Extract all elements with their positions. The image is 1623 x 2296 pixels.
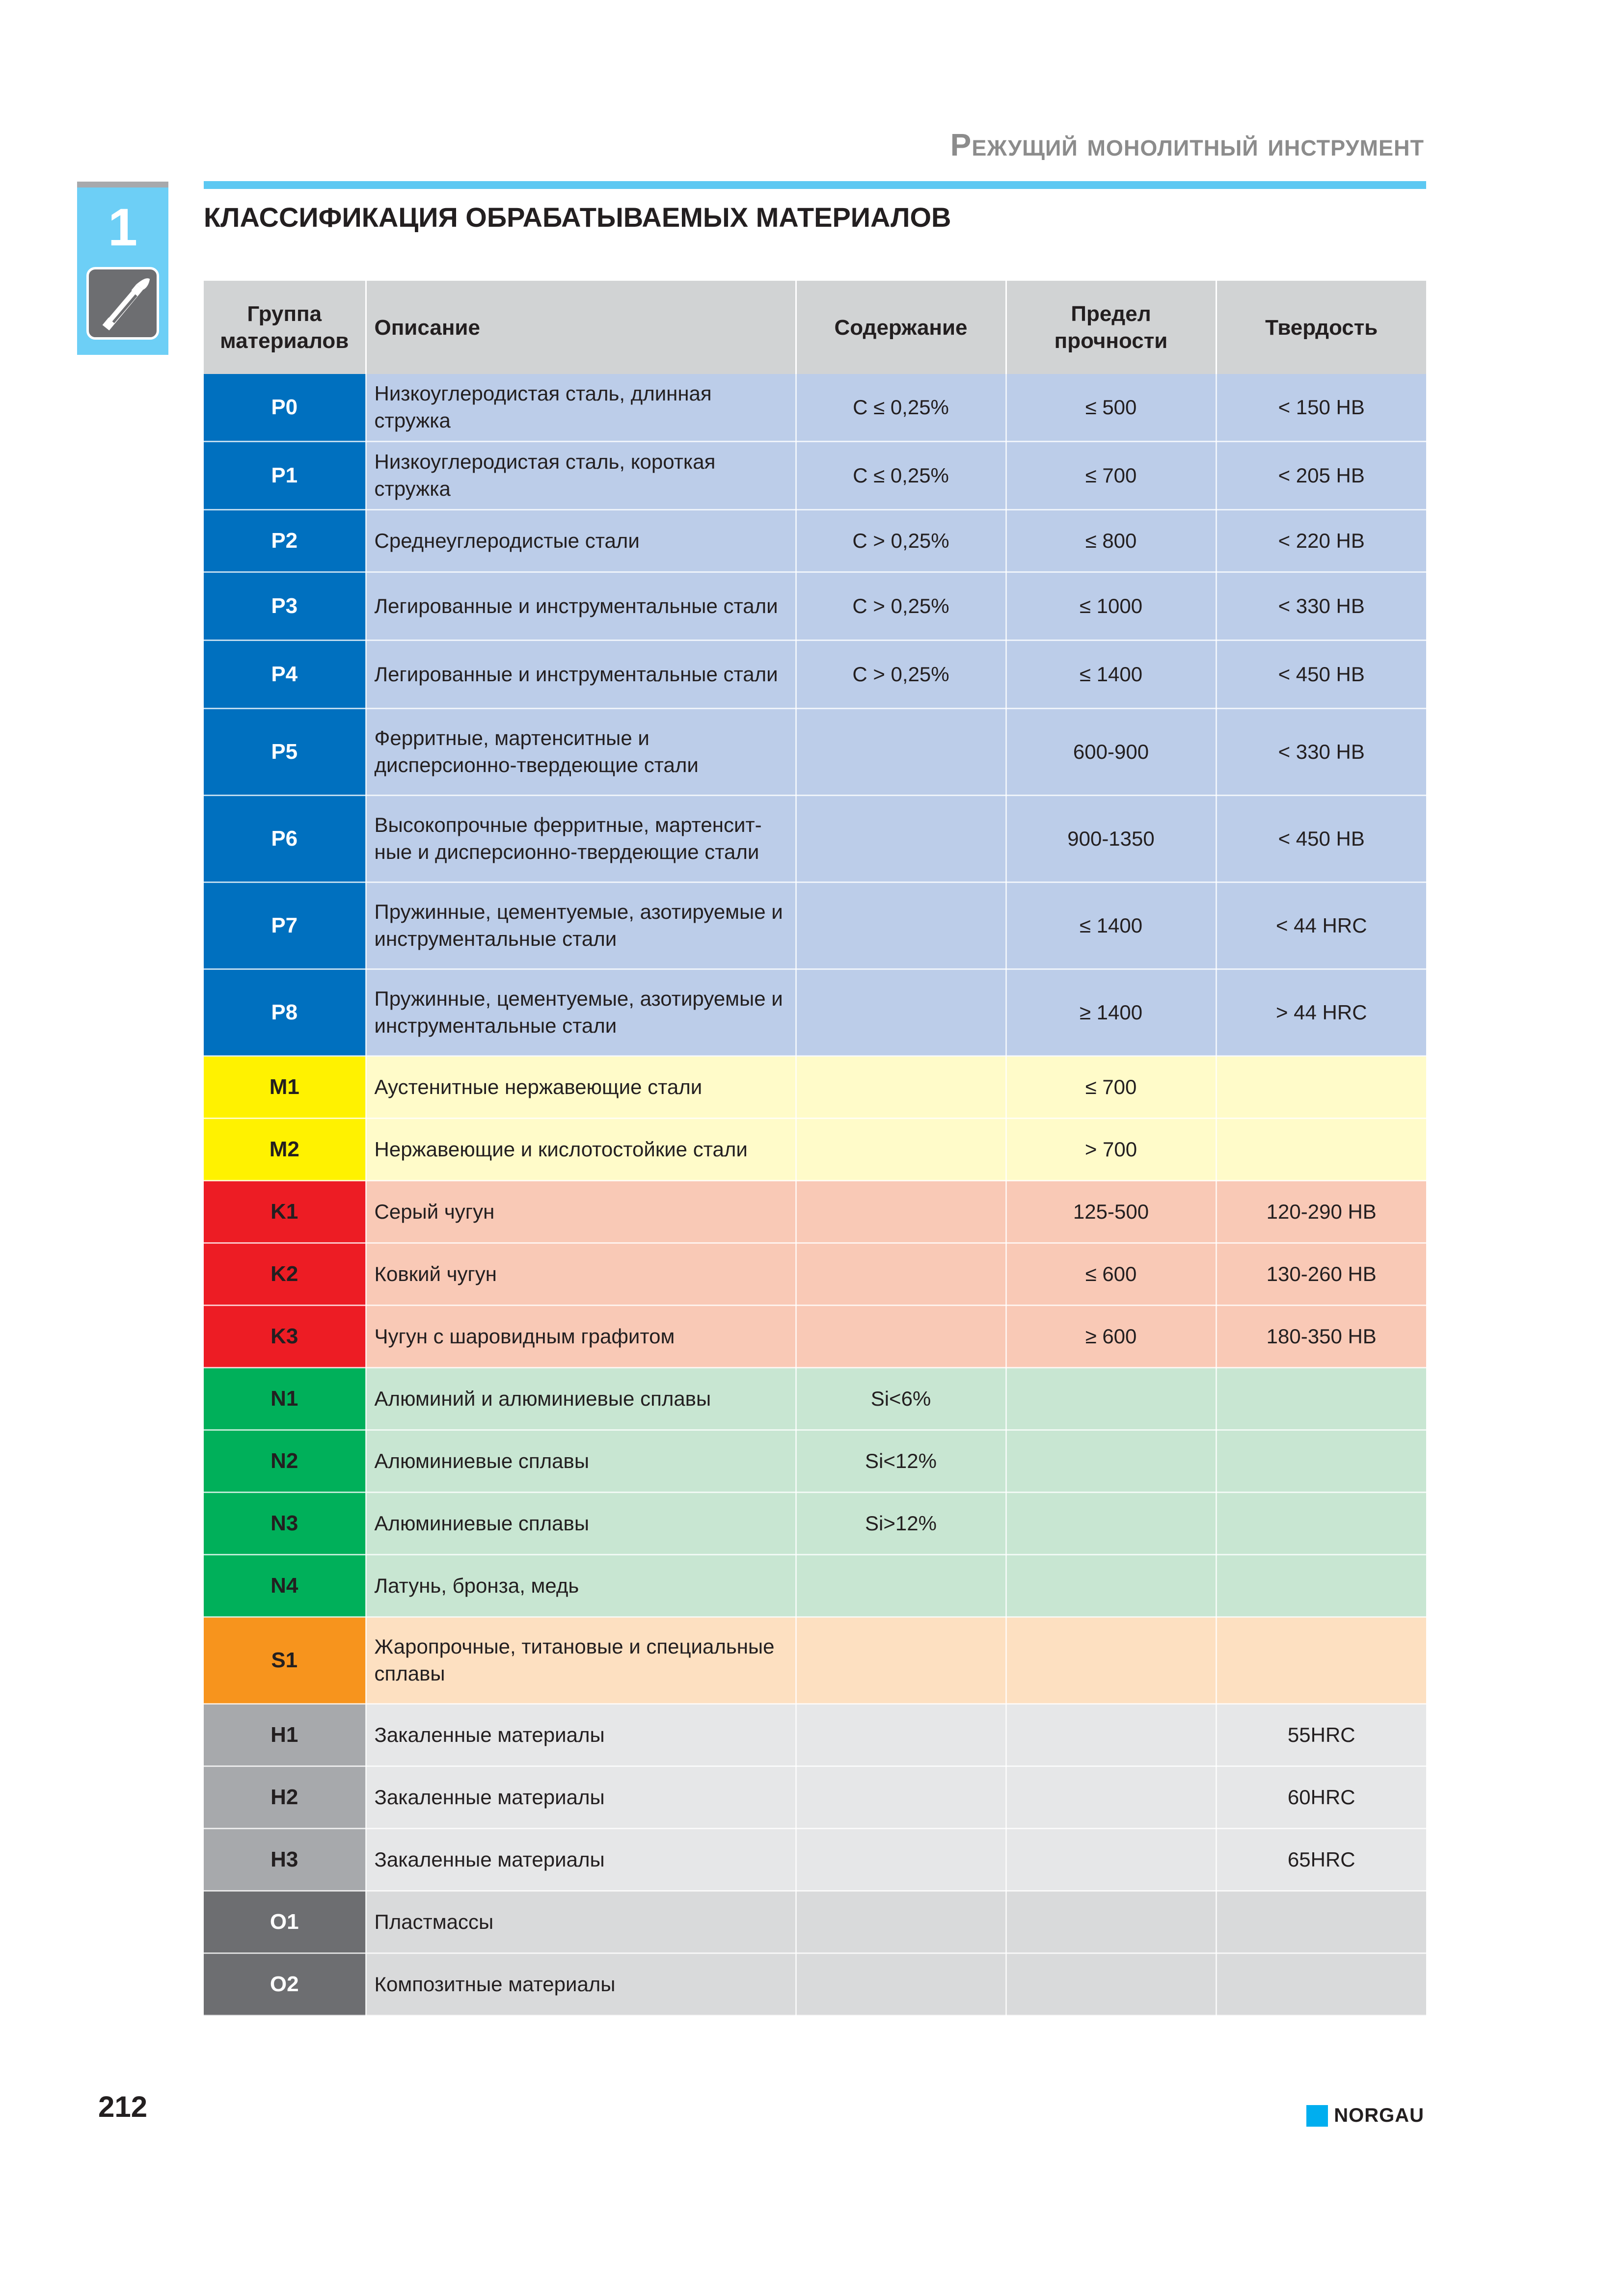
- material-strength: [1006, 1953, 1216, 2016]
- table-row: [204, 1243, 1426, 1306]
- material-hardness: [1216, 1430, 1426, 1493]
- material-content: [796, 796, 1006, 882]
- table-row: [204, 374, 1426, 442]
- brand-logo: [1306, 2105, 1424, 2127]
- material-content: [796, 709, 1006, 796]
- material-strength: 125-500: [1006, 1181, 1216, 1243]
- group-code: S1: [204, 1617, 366, 1704]
- group-code: P0: [204, 374, 366, 442]
- material-content: [796, 1306, 1006, 1368]
- header-content: Содержание: [796, 281, 1006, 374]
- material-description: Легированные и инструментальные стали: [366, 572, 796, 641]
- material-hardness: 180-350 HB: [1216, 1306, 1426, 1368]
- table-row: [204, 1181, 1426, 1243]
- group-code: O2: [204, 1953, 366, 2016]
- group-code: P4: [204, 641, 366, 709]
- material-description: Алюминий и алюминиевые сплавы: [366, 1368, 796, 1430]
- group-code: H1: [204, 1704, 366, 1766]
- material-hardness: [1216, 1953, 1426, 2016]
- material-hardness: > 44 HRC: [1216, 969, 1426, 1056]
- material-strength: ≤ 600: [1006, 1243, 1216, 1306]
- table-row: [204, 882, 1426, 969]
- material-description: Алюминиевые сплавы: [366, 1430, 796, 1493]
- material-content: [796, 882, 1006, 969]
- material-strength: [1006, 1493, 1216, 1555]
- table-row: [204, 1953, 1426, 2016]
- material-content: [796, 1243, 1006, 1306]
- material-description: Пружинные, цементуемые, азотируемые и инструментальные стали: [366, 882, 796, 969]
- material-strength: [1006, 1891, 1216, 1953]
- material-content: [796, 1119, 1006, 1181]
- table-row: [204, 1306, 1426, 1368]
- group-code: H2: [204, 1766, 366, 1829]
- material-strength: [1006, 1766, 1216, 1829]
- material-description: Высокопрочные ферритные, мартенсит-ные и дисперсионно-твердеющие стали: [366, 796, 796, 882]
- table-row: [204, 1891, 1426, 1953]
- material-strength: ≤ 700: [1006, 442, 1216, 510]
- material-content: [796, 1181, 1006, 1243]
- material-description: Среднеуглеродистые стали: [366, 510, 796, 572]
- material-strength: ≤ 1000: [1006, 572, 1216, 641]
- chapter-tab-bar: [77, 182, 168, 187]
- material-description: Серый чугун: [366, 1181, 796, 1243]
- table-row: [204, 572, 1426, 641]
- material-content: [796, 1555, 1006, 1617]
- page-number: 212: [98, 2090, 148, 2123]
- material-hardness: < 205 HB: [1216, 442, 1426, 510]
- material-content: [796, 1617, 1006, 1704]
- material-hardness: 65HRC: [1216, 1829, 1426, 1891]
- group-code: N3: [204, 1493, 366, 1555]
- table-row: [204, 510, 1426, 572]
- material-content: Si>12%: [796, 1493, 1006, 1555]
- group-code: P6: [204, 796, 366, 882]
- material-hardness: 55HRC: [1216, 1704, 1426, 1766]
- material-description: Ферритные, мартенситные и дисперсионно-твердеющие стали: [366, 709, 796, 796]
- material-description: Пружинные, цементуемые, азотируемые и инструментальные стали: [366, 969, 796, 1056]
- header-description: Описание: [366, 281, 796, 374]
- material-description: Аустенитные нержавеющие стали: [366, 1056, 796, 1119]
- material-hardness: < 450 HB: [1216, 641, 1426, 709]
- material-strength: ≤ 700: [1006, 1056, 1216, 1119]
- end-mill-icon: [86, 267, 159, 340]
- table-row: [204, 1704, 1426, 1766]
- material-strength: ≤ 1400: [1006, 882, 1216, 969]
- material-content: [796, 1829, 1006, 1891]
- material-strength: ≤ 800: [1006, 510, 1216, 572]
- material-hardness: < 44 HRC: [1216, 882, 1426, 969]
- material-description: Жаропрочные, титановые и специальные сплавы: [366, 1617, 796, 1704]
- material-hardness: [1216, 1555, 1426, 1617]
- header-divider: [204, 181, 1426, 189]
- group-code: K3: [204, 1306, 366, 1368]
- material-content: C > 0,25%: [796, 510, 1006, 572]
- brand-square-icon: [1306, 2105, 1328, 2127]
- table-row: [204, 1056, 1426, 1119]
- material-hardness: < 330 HB: [1216, 572, 1426, 641]
- table-row: [204, 709, 1426, 796]
- material-strength: > 700: [1006, 1119, 1216, 1181]
- table-row: [204, 1368, 1426, 1430]
- group-code: N1: [204, 1368, 366, 1430]
- table-header-row: [204, 281, 1426, 374]
- material-hardness: [1216, 1368, 1426, 1430]
- chapter-number: 1: [108, 197, 138, 257]
- group-code: N2: [204, 1430, 366, 1493]
- material-strength: [1006, 1704, 1216, 1766]
- material-description: Пластмассы: [366, 1891, 796, 1953]
- material-content: [796, 1953, 1006, 2016]
- material-content: [796, 1704, 1006, 1766]
- material-strength: [1006, 1368, 1216, 1430]
- section-title: КЛАССИФИКАЦИЯ ОБРАБАТЫВАЕМЫХ МАТЕРИАЛОВ: [204, 202, 951, 233]
- materials-classification-table: [204, 281, 1426, 2016]
- material-hardness: [1216, 1056, 1426, 1119]
- brand-name: NORGAU: [1334, 2105, 1424, 2126]
- material-description: Композитные материалы: [366, 1953, 796, 2016]
- material-hardness: [1216, 1119, 1426, 1181]
- material-content: [796, 1766, 1006, 1829]
- material-strength: ≥ 1400: [1006, 969, 1216, 1056]
- table-row: [204, 641, 1426, 709]
- material-hardness: < 330 HB: [1216, 709, 1426, 796]
- group-code: K1: [204, 1181, 366, 1243]
- material-content: Si<12%: [796, 1430, 1006, 1493]
- material-description: Ковкий чугун: [366, 1243, 796, 1306]
- group-code: P2: [204, 510, 366, 572]
- material-description: Легированные и инструментальные стали: [366, 641, 796, 709]
- group-code: P7: [204, 882, 366, 969]
- group-code: P5: [204, 709, 366, 796]
- material-strength: [1006, 1617, 1216, 1704]
- material-hardness: [1216, 1493, 1426, 1555]
- material-strength: 900-1350: [1006, 796, 1216, 882]
- material-description: Латунь, бронза, медь: [366, 1555, 796, 1617]
- material-strength: ≤ 1400: [1006, 641, 1216, 709]
- material-strength: 600-900: [1006, 709, 1216, 796]
- material-content: Si<6%: [796, 1368, 1006, 1430]
- group-code: M2: [204, 1119, 366, 1181]
- group-code: P8: [204, 969, 366, 1056]
- material-description: Низкоуглеродистая сталь, длинная стружка: [366, 374, 796, 442]
- table-row: [204, 969, 1426, 1056]
- material-content: C ≤ 0,25%: [796, 442, 1006, 510]
- material-hardness: 120-290 HB: [1216, 1181, 1426, 1243]
- material-content: [796, 1891, 1006, 1953]
- group-code: K2: [204, 1243, 366, 1306]
- page-header-title: Режущий монолитный инструмент: [950, 127, 1424, 162]
- material-description: Закаленные материалы: [366, 1704, 796, 1766]
- material-hardness: < 450 HB: [1216, 796, 1426, 882]
- table-row: [204, 1493, 1426, 1555]
- material-hardness: [1216, 1617, 1426, 1704]
- material-content: [796, 1056, 1006, 1119]
- material-strength: ≥ 600: [1006, 1306, 1216, 1368]
- table-row: [204, 1119, 1426, 1181]
- material-content: C > 0,25%: [796, 572, 1006, 641]
- material-strength: [1006, 1430, 1216, 1493]
- material-description: Алюминиевые сплавы: [366, 1493, 796, 1555]
- material-description: Низкоуглеродистая сталь, короткая стружка: [366, 442, 796, 510]
- material-content: [796, 969, 1006, 1056]
- material-content: C > 0,25%: [796, 641, 1006, 709]
- material-hardness: < 150 HB: [1216, 374, 1426, 442]
- group-code: P3: [204, 572, 366, 641]
- material-strength: [1006, 1829, 1216, 1891]
- header-group: Группа материалов: [204, 281, 366, 374]
- header-hardness: Твердость: [1216, 281, 1426, 374]
- group-code: P1: [204, 442, 366, 510]
- material-strength: ≤ 500: [1006, 374, 1216, 442]
- table-row: [204, 1430, 1426, 1493]
- group-code: H3: [204, 1829, 366, 1891]
- group-code: N4: [204, 1555, 366, 1617]
- table-row: [204, 1766, 1426, 1829]
- material-description: Нержавеющие и кислотостойкие стали: [366, 1119, 796, 1181]
- header-strength: Предел прочности: [1006, 281, 1216, 374]
- material-content: C ≤ 0,25%: [796, 374, 1006, 442]
- table-row: [204, 442, 1426, 510]
- material-description: Закаленные материалы: [366, 1829, 796, 1891]
- group-code: O1: [204, 1891, 366, 1953]
- material-hardness: 130-260 HB: [1216, 1243, 1426, 1306]
- material-hardness: 60HRC: [1216, 1766, 1426, 1829]
- table-row: [204, 796, 1426, 882]
- material-hardness: [1216, 1891, 1426, 1953]
- material-hardness: < 220 HB: [1216, 510, 1426, 572]
- material-description: Закаленные материалы: [366, 1766, 796, 1829]
- material-strength: [1006, 1555, 1216, 1617]
- material-description: Чугун с шаровидным графитом: [366, 1306, 796, 1368]
- table-row: [204, 1555, 1426, 1617]
- group-code: M1: [204, 1056, 366, 1119]
- table-row: [204, 1829, 1426, 1891]
- table-row: [204, 1617, 1426, 1704]
